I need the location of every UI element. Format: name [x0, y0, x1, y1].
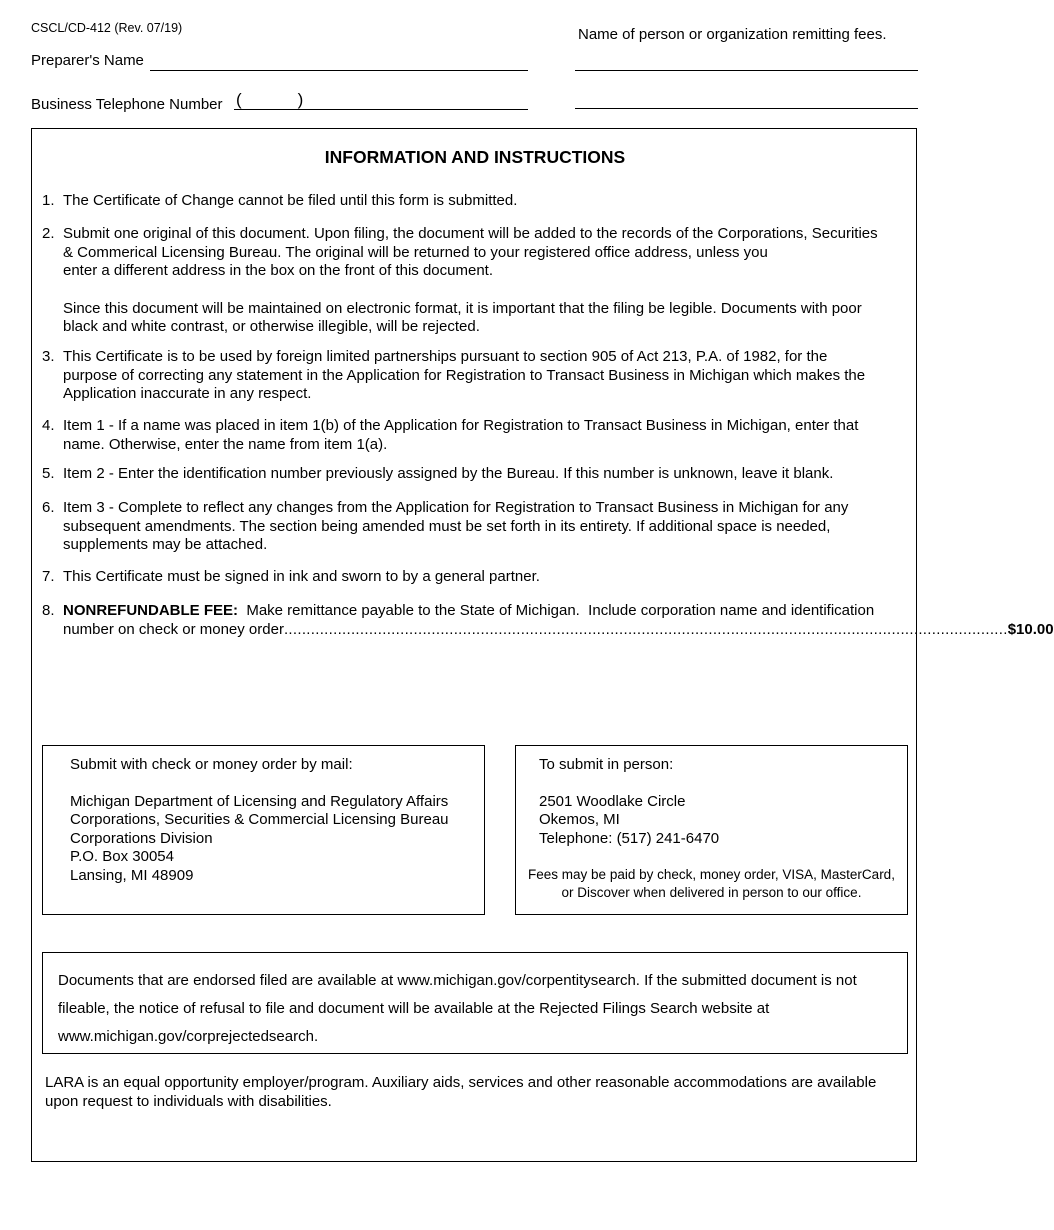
mail-submission-box	[42, 745, 485, 915]
item-text-line: This Certificate is to be used by foreign limited partnerships pursuant to section 905 of Act 213, P.A. of 1982, for the	[63, 348, 828, 365]
instruction-item-4	[42, 417, 910, 454]
instruction-item-8	[42, 602, 1054, 639]
remitter-label: Name of person or organization remitting fees.	[578, 26, 887, 43]
office-address-line: Okemos, MI	[539, 811, 620, 829]
mail-address-line: Corporations, Securities & Commercial Licensing Bureau	[70, 811, 449, 829]
item-text-line: supplements may be attached.	[63, 536, 268, 554]
mail-address-line: Michigan Department of Licensing and Regulatory Affairs	[70, 792, 449, 810]
item-text-line: & Commerical Licensing Bureau. The original will be returned to your registered office address, unless you	[63, 243, 768, 261]
payment-note-line: Fees may be paid by check, money order, VISA, MasterCard,	[528, 867, 895, 882]
area-code-parens: ( )	[236, 90, 304, 109]
item-text: This Certificate must be signed in ink and sworn to by a general partner.	[63, 568, 540, 585]
in-person-submission-box	[515, 745, 908, 915]
notice-line: fileable, the notice of refusal to file and document will be available at the Rejected Filings Search website at	[58, 1000, 770, 1017]
instruction-item-5	[42, 465, 910, 484]
payment-note-line: or Discover when delivered in person to our office.	[561, 884, 862, 900]
fee-leader-dots: ..................................................................................................................................................................	[283, 620, 1008, 638]
item-number: 1.	[42, 192, 55, 209]
instructions-title: INFORMATION AND INSTRUCTIONS	[324, 147, 626, 167]
instruction-item-1	[42, 192, 910, 211]
instruction-item-6	[42, 499, 910, 555]
phone-field[interactable]	[234, 109, 528, 110]
in-person-heading: To submit in person:	[539, 756, 674, 773]
fee-amount: $10.00	[1007, 620, 1054, 638]
item-number: 6.	[42, 499, 55, 516]
item-number: 4.	[42, 417, 55, 434]
item-number: 7.	[42, 568, 55, 585]
equal-opportunity-notice	[45, 1074, 913, 1111]
notice-line: Documents that are endorsed filed are available at www.michigan.gov/corpentitysearch. If the submitted document is not	[58, 972, 857, 989]
form-id: CSCL/CD-412 (Rev. 07/19)	[31, 21, 183, 35]
filing-availability-notice	[42, 952, 908, 1054]
mail-address-line: Corporations Division	[70, 829, 213, 847]
item-text-line: name. Otherwise, enter the name from item 1(a).	[63, 435, 388, 453]
notice-line: www.michigan.gov/corprejectedsearch.	[58, 1028, 319, 1045]
item-text-line: Item 3 - Complete to reflect any changes from the Application for Registration to Transact Business in Michigan for any	[63, 499, 849, 516]
fee-label: NONREFUNDABLE FEE:	[63, 602, 238, 619]
remitter-name-field-1[interactable]	[575, 70, 918, 71]
fee-text: Make remittance payable to the State of Michigan. Include corporation name and identification	[238, 602, 875, 619]
instruction-item-2	[42, 225, 910, 337]
item-text-line: purpose of correcting any statement in the Application for Registration to Transact Business in Michigan which makes the	[63, 366, 866, 384]
office-address-line: 2501 Woodlake Circle	[539, 792, 686, 810]
preparer-name-label: Preparer's Name	[31, 52, 144, 69]
preparer-name-field[interactable]	[150, 70, 528, 71]
item-text-line: Application inaccurate in any respect.	[63, 385, 312, 403]
instruction-item-3	[42, 348, 910, 404]
item-text-line: Item 1 - If a name was placed in item 1(b) of the Application for Registration to Transact Business in Michigan, enter that	[63, 417, 859, 434]
eeo-line: upon request to individuals with disabilities.	[45, 1092, 332, 1110]
eeo-line: LARA is an equal opportunity employer/program. Auxiliary aids, services and other reasonable accommodations are available	[45, 1074, 877, 1091]
item-number: 5.	[42, 465, 55, 482]
payment-methods-note	[516, 866, 907, 901]
fee-line-2	[63, 620, 1054, 640]
item-number: 3.	[42, 348, 55, 365]
instruction-item-7	[42, 568, 910, 587]
item-text-line: subsequent amendments. The section being amended must be set forth in its entirety. If additional space is needed,	[63, 517, 831, 535]
mail-heading: Submit with check or money order by mail:	[70, 756, 353, 773]
office-phone: Telephone: (517) 241-6470	[539, 829, 720, 847]
fee-text-line-2: number on check or money order	[63, 620, 284, 638]
item-text-line: black and white contrast, or otherwise illegible, will be rejected.	[63, 318, 480, 336]
item-text-line: Since this document will be maintained on electronic format, it is important that the filing be legible. Documents with poor	[63, 299, 862, 317]
mail-address-line: Lansing, MI 48909	[70, 866, 194, 884]
item-text: Item 2 - Enter the identification number previously assigned by the Bureau. If this number is unknown, leave it blank.	[63, 465, 834, 482]
fee-line-1	[63, 602, 910, 621]
item-text-line: Submit one original of this document. Upon filing, the document will be added to the records of the Corporations, Securities	[63, 225, 878, 242]
phone-label: Business Telephone Number	[31, 96, 223, 113]
item-text: The Certificate of Change cannot be filed until this form is submitted.	[63, 192, 518, 209]
remitter-name-field-2[interactable]	[575, 108, 918, 109]
item-number: 2.	[42, 225, 55, 242]
mail-address-line: P.O. Box 30054	[70, 848, 174, 866]
item-number: 8.	[42, 602, 55, 619]
item-text-line: enter a different address in the box on the front of this document.	[63, 262, 493, 280]
